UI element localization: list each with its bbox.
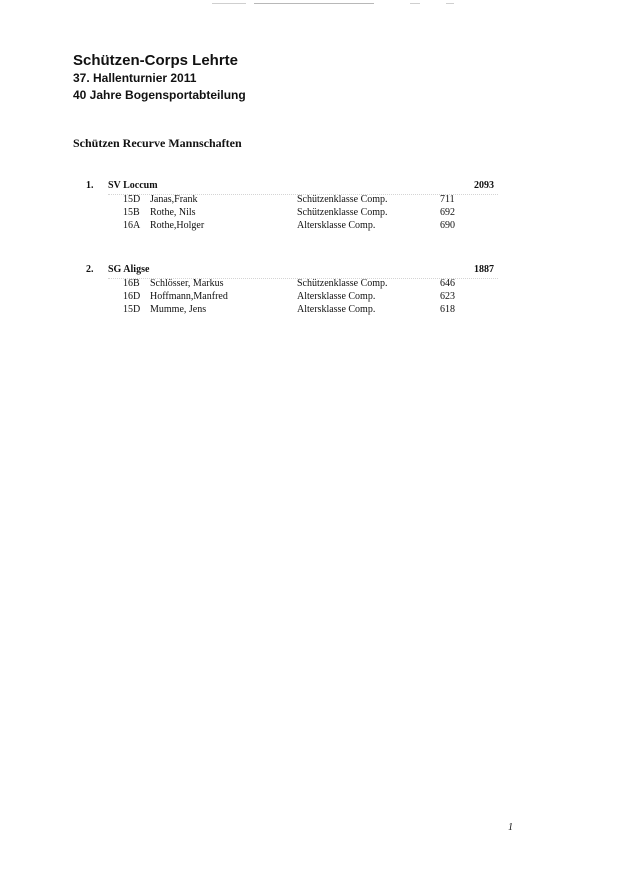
member-class: 15B [123, 207, 140, 218]
member-name: Schlösser, Markus [150, 278, 224, 289]
team-block [0, 264, 638, 317]
document-header [73, 52, 246, 104]
team-rank: 2. [86, 264, 94, 275]
member-row [0, 291, 638, 304]
scan-artifact-line [410, 3, 420, 4]
scan-artifact-line [212, 3, 246, 4]
member-score: 692 [440, 207, 455, 218]
member-row [0, 194, 638, 207]
member-class: 16B [123, 278, 140, 289]
member-category: Schützenklasse Comp. [297, 207, 388, 218]
member-class: 15D [123, 304, 141, 315]
member-category: Altersklasse Comp. [297, 304, 376, 315]
team-name: SV Loccum [108, 180, 158, 191]
team-name: SG Aligse [108, 264, 150, 275]
scan-artifact-line [446, 3, 454, 4]
event-title: 37. Hallenturnier 2011 [73, 71, 197, 85]
team-header [0, 180, 638, 194]
scan-artifact-line [254, 3, 374, 4]
team-block [0, 180, 638, 233]
member-name: Rothe, Nils [150, 207, 196, 218]
organization-title: Schützen-Corps Lehrte [73, 52, 239, 69]
member-category: Altersklasse Comp. [297, 220, 376, 231]
team-header [0, 264, 638, 278]
member-name: Rothe,Holger [150, 220, 205, 231]
member-row [0, 207, 638, 220]
member-score: 711 [440, 194, 455, 205]
member-name: Janas,Frank [150, 194, 198, 205]
member-name: Hoffmann,Manfred [150, 291, 228, 302]
member-row [0, 278, 638, 291]
member-score: 690 [440, 220, 455, 231]
section-title: Schützen Recurve Mannschaften [73, 136, 242, 150]
member-row [0, 304, 638, 317]
member-class: 16D [123, 291, 141, 302]
member-category: Schützenklasse Comp. [297, 278, 388, 289]
member-class: 16A [123, 220, 141, 231]
member-score: 618 [440, 304, 455, 315]
team-rank: 1. [86, 180, 94, 191]
member-name: Mumme, Jens [150, 304, 207, 315]
member-score: 646 [440, 278, 455, 289]
member-category: Altersklasse Comp. [297, 291, 376, 302]
team-total: 1887 [474, 264, 494, 275]
member-score: 623 [440, 291, 455, 302]
anniversary-title: 40 Jahre Bogensportabteilung [73, 88, 246, 102]
team-total: 2093 [474, 180, 494, 191]
page-number: 1 [508, 822, 513, 833]
member-class: 15D [123, 194, 141, 205]
member-category: Schützenklasse Comp. [297, 194, 388, 205]
member-row [0, 220, 638, 233]
